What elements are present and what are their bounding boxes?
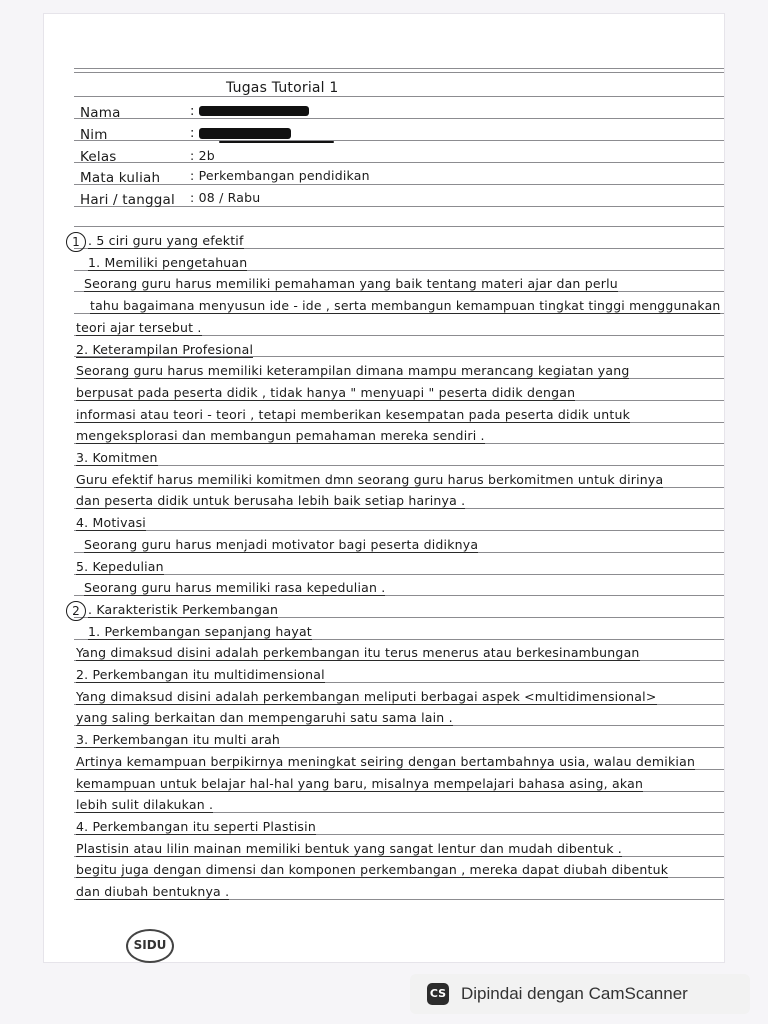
hari-value: : 08 / Rabu — [190, 190, 261, 205]
ruled-line — [74, 96, 724, 97]
answer-line: kemampuan untuk belajar hal-hal yang baru, misalnya mempelajari bahasa asing, akan — [76, 776, 644, 791]
camscanner-logo-icon: CS — [427, 983, 449, 1005]
ruled-line — [74, 226, 724, 227]
item-title: 1. Memiliki pengetahuan — [88, 255, 248, 270]
assignment-title: Tugas Tutorial 1 — [226, 80, 339, 96]
answer-line: dan diubah bentuknya . — [76, 884, 230, 899]
ruled-line — [74, 162, 724, 163]
answer-line: lebih sulit dilakukan . — [76, 797, 214, 812]
nim-label: Nim — [80, 127, 108, 143]
item-title: 2. Keterampilan Profesional — [76, 342, 254, 357]
section-number-circle: 1 — [66, 232, 86, 252]
ruled-line — [74, 574, 724, 575]
answer-line: Yang dimaksud disini adalah perkembangan itu terus menerus atau berkesinambungan — [76, 645, 640, 660]
redacted-nim — [199, 128, 291, 139]
item-title: 5. Kepedulian — [76, 559, 164, 574]
answer-line: dan peserta didik untuk berusaha lebih baik setiap harinya . — [76, 493, 466, 508]
ruled-line — [74, 118, 724, 119]
ruled-line — [74, 465, 724, 466]
redaction-stroke — [219, 141, 334, 143]
answer-line: Guru efektif harus memiliki komitmen dmn seorang guru harus berkomitmen untuk dirinya — [76, 472, 664, 487]
nama-label: Nama — [80, 105, 121, 121]
camscanner-watermark — [410, 974, 750, 1014]
notebook-paper — [44, 14, 724, 962]
answer-line: Seorang guru harus menjadi motivator bagi peserta didiknya — [84, 537, 479, 552]
answer-line: teori ajar tersebut . — [76, 320, 202, 335]
answer-line: mengeksplorasi dan membangun pemahaman mereka sendiri . — [76, 428, 485, 443]
answer-line: Seorang guru harus memiliki keterampilan dimana mampu merancang kegiatan yang — [76, 363, 630, 378]
answer-line: berpusat pada peserta didik , tidak hanya " menyuapi " peserta didik dengan — [76, 385, 576, 400]
answer-line: informasi atau teori - teori , tetapi memberikan kesempatan pada peserta didik untuk — [76, 407, 631, 422]
answer-line: Seorang guru harus memiliki pemahaman yang baik tentang materi ajar dan perlu — [84, 276, 618, 291]
answer-line: Yang dimaksud disini adalah perkembangan meliputi berbagai aspek <multidimensional> — [76, 689, 657, 704]
answer-line: begitu juga dengan dimensi dan komponen perkembangan , mereka dapat diubah dibentuk — [76, 862, 669, 877]
item-title: 4. Motivasi — [76, 515, 146, 530]
redacted-name — [199, 106, 309, 116]
kelas-label: Kelas — [80, 149, 117, 165]
matakuliah-label: Mata kuliah — [80, 170, 161, 186]
answer-line: Seorang guru harus memiliki rasa kepedulian . — [84, 580, 386, 595]
section-heading: . 5 ciri guru yang efektif — [88, 233, 244, 248]
section-heading: . Karakteristik Perkembangan — [88, 602, 279, 617]
sidu-logo: SIDU — [126, 929, 174, 963]
ruled-line — [74, 140, 724, 141]
answer-line: Artinya kemampuan berpikirnya meningkat seiring dengan bertambahnya usia, walau demikian — [76, 754, 696, 769]
answer-line: yang saling berkaitan dan mempengaruhi satu sama lain . — [76, 710, 453, 725]
item-title: 1. Perkembangan sepanjang hayat — [88, 624, 312, 639]
matakuliah-value: : Perkembangan pendidikan — [190, 168, 370, 183]
item-title: 3. Komitmen — [76, 450, 158, 465]
ruled-line — [74, 530, 724, 531]
item-title: 3. Perkembangan itu multi arah — [76, 732, 281, 747]
ruled-line — [74, 68, 724, 69]
hari-label: Hari / tanggal — [80, 192, 175, 208]
item-title: 2. Perkembangan itu multidimensional — [76, 667, 325, 682]
nama-colon: : — [190, 104, 195, 119]
answer-line: Plastisin atau lilin mainan memiliki bentuk yang sangat lentur dan mudah dibentuk . — [76, 841, 622, 856]
nim-colon: : — [190, 126, 195, 141]
ruled-line — [74, 184, 724, 185]
item-title: 4. Perkembangan itu seperti Plastisin — [76, 819, 316, 834]
section-number-circle: 2 — [66, 601, 86, 621]
answer-line: tahu bagaimana menyusun ide - ide , serta membangun kemampuan tingkat tinggi menggunakan — [90, 298, 721, 313]
camscanner-text: Dipindai dengan CamScanner — [461, 984, 688, 1003]
ruled-line — [74, 72, 724, 73]
kelas-value: : 2b — [190, 148, 215, 163]
